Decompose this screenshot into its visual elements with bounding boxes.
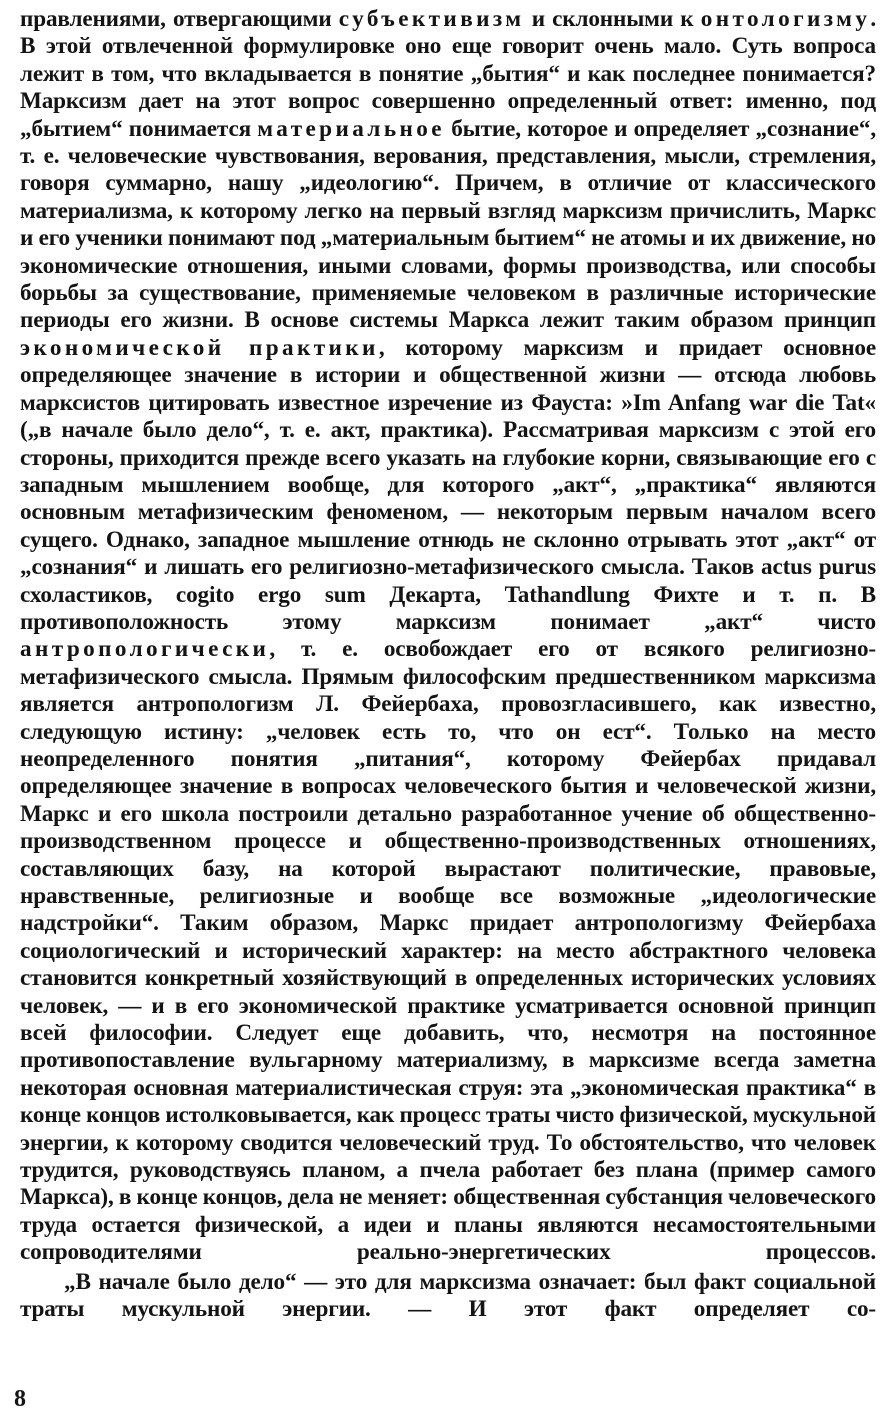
text-run: правлениями, отвергающими <box>20 6 339 32</box>
text-run: . В этой отвлеченной формулировке оно еще говорит очень мало. Суть вопроса лежит в том, что вкладывается в понятие „бытия“ и как последнее понимается? Марксизм дает на этот вопрос совершенно определенный ответ: именно, под „бытием“ понимается <box>20 6 876 142</box>
emphasized-text: субъективизм <box>338 6 525 32</box>
text-run: , т. е. освобождает его от всякого религиозно-метафизического смысла. Прямым философским предшественником марксизма является антропологизм Л. Фейербаха, провозгласившего, как известно, следующую истину: „человек есть то, что он ест“. Только на место неопределенного понятия „питания“, которому Фейербах придавал определяющее значение в вопросах человеческого бытия и человеческой жизни, Маркс и его школа построили детально разработанное учение об общественно-производственном процессе и общественно-производственных отношениях, составляющих базу, на которой вырастают политические, правовые, нравственные, религиозные и вообще все возможные „идеологические надстройки“. Таким образом, Маркс придает антропологизму Фейербаха социологический и исторический характер: на место абстрактного человека становится конкретный хозяйствующий в определенных исторических условиях человек, — и в его экономической практике усматривается основной принцип всей философии. Следует еще добавить, что, несмотря на постоянное противопоставление вульгарному материализму, в марксизме всегда заметна некоторая основная материалистическая струя: эта „экономическая практика“ в конце концов истолковывается, как процесс траты чисто физической, мускульной энергии, к которому сводится человеческий труд. То обстоятельство, что человек трудится, руководствуясь планом, а пчела работает без плана (пример самого Маркса), в конце концов, дела не меняет: общественная субстанция человеческого труда остается физической, а идеи и планы являются несамостоятельными сопроводителями реально-энергетических процессов. <box>20 636 876 1266</box>
emphasized-text: материальное <box>257 115 445 142</box>
text-run: , которому марксизм и придает основное определяющее значение в истории и общественной жизни — отсюда любовь марксистов цитировать известное изречение из Фауста: »Im Anfang war die Tat« („в начале было дело“, т. е. акт, практика). Рассматривая марксизм с этой его стороны, приходится прежде всего указать на глубокие корни, связывающие его с западным мышлением вообще, для которого „акт“, „практика“ являются основным метафизическим феноменом, — некоторым первым началом всего сущего. Однако, западное мышление отнюдь не склонно отрывать этот „акт“ от „сознания“ и лишать его религиозно-метафизического смысла. Таков actus purus схоластиков, cogito ergo sum Декарта, Tathandlung Фихте и т. п. В противоположность этому марксизм понимает „акт“ чисто <box>20 334 877 635</box>
emphasized-text: антропологически <box>20 636 270 663</box>
text-run: бытие, которое и определяет „сознание“, т. е. человеческие чувствования, верования, представления, мысли, стремления, говоря суммарно, нашу „идеологию“. Причем, в отличие от классического материализма, к которому легко на первый взгляд марксизм причислить, Маркс и его ученики понимают под „материальным бытием“ не атомы и их движение, но экономические отношения, иными словами, формы производства, или способы борьбы за существование, применяемые человеком в различные исторические периоды его жизни. В основе системы Маркса лежит таким образом принцип <box>20 115 876 334</box>
page-number: 8 <box>14 1386 26 1412</box>
paragraph-1 <box>20 6 876 1267</box>
emphasized-text: экономической практики <box>20 334 379 361</box>
text-run: и склонными к <box>524 6 701 32</box>
text-run: „В начале было дело“ — это для марксизма означает: был факт социальной траты мускульной энергии. — И этот факт определяет со- <box>20 1268 876 1323</box>
paragraph-2 <box>20 1269 876 1324</box>
emphasized-text: онтологизму <box>700 6 871 32</box>
page-body <box>20 6 876 1324</box>
